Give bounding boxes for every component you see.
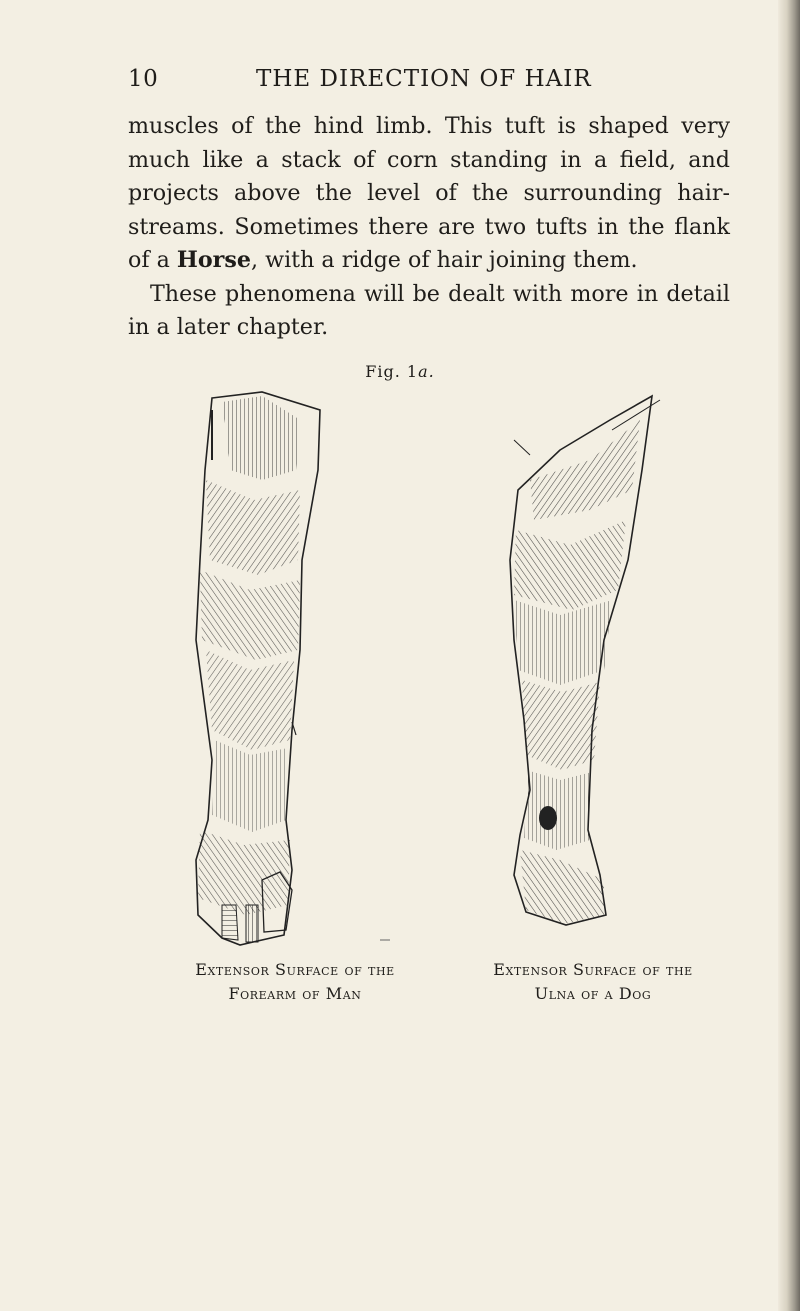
bold-word-horse: Horse <box>176 247 251 273</box>
paragraph-2: These phenomena will be dealt with more in detail in a later chapter. <box>128 280 730 340</box>
right-figure-caption: Extensor Surface of the Ulna of a Dog <box>493 960 693 1003</box>
dog-ulna-illustration <box>510 396 660 925</box>
paragraph-1: muscles of the hind limb. This tuft is shaped very much like a stack of corn standing in a field, and projects above the level of the surrounding hair-streams. Sometimes there are two tufts in the flank of a Horse, with a ridge of hair joining them. <box>128 113 730 273</box>
left-figure-caption: Extensor Surface of the Forearm of Man <box>195 960 395 1003</box>
figure-label: Fig. 1a. <box>365 362 435 381</box>
page-number: 10 <box>128 66 159 92</box>
running-title: THE DIRECTION OF HAIR <box>256 66 592 92</box>
human-forearm-illustration <box>196 392 390 945</box>
